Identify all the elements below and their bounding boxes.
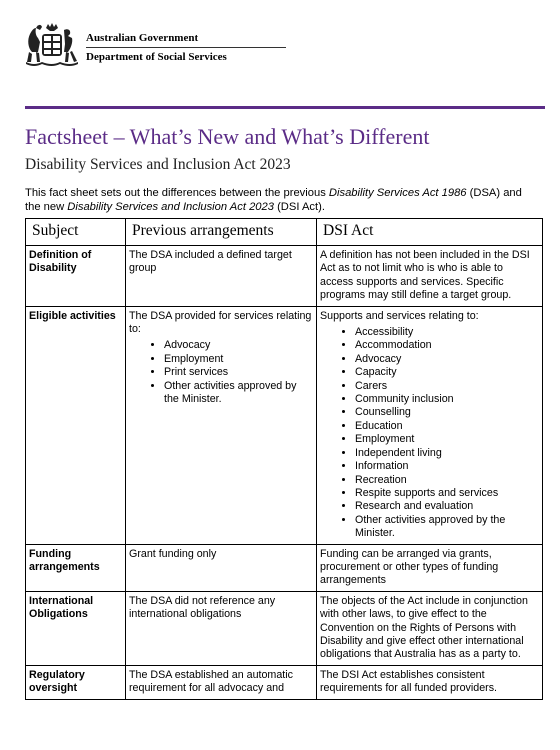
dsi-intro: Supports and services relating to: <box>320 309 479 322</box>
column-header-dsi: DSI Act <box>317 219 543 246</box>
list-item: • Capacity <box>355 366 538 379</box>
intro-text-2: (DSA) and the new <box>25 187 522 213</box>
list-item: • Carers <box>355 380 538 393</box>
table-header-row <box>26 219 543 246</box>
table-row <box>26 591 543 665</box>
previous-list <box>129 339 312 406</box>
list-item: • Independent living <box>355 447 538 460</box>
row-previous <box>126 306 317 544</box>
row-subject: Funding arrangements <box>26 544 126 591</box>
row-dsi: Funding can be arranged via grants, procurement or other types of funding arrangements <box>317 544 543 591</box>
table-row <box>26 544 543 591</box>
row-dsi: The objects of the Act include in conjunction with other laws, to give effect to the Convention on the Rights of Persons with Disability and give effect other international obligations that Australia has as a party to. <box>317 591 543 665</box>
row-previous: The DSA did not reference any international obligations <box>126 591 317 665</box>
list-item: • Advocacy <box>164 339 312 352</box>
table-row <box>26 246 543 307</box>
page-title: Factsheet – What’s New and What’s Different <box>25 124 430 149</box>
comparison-table <box>25 218 543 700</box>
row-previous: The DSA included a defined target group <box>126 246 317 307</box>
row-dsi: A definition has not been included in the DSI Act as to not limit who is who is able to access supports and services. Specific programs may still define a target group. <box>317 246 543 307</box>
dsa-name: Disability Services Act 1986 <box>328 187 467 199</box>
list-item: • Recreation <box>355 474 538 487</box>
list-item: • Advocacy <box>355 353 538 366</box>
row-subject: Regulatory oversight <box>26 665 126 699</box>
row-dsi: The DSI Act establishes consistent requirements for all funded providers. <box>317 665 543 699</box>
dsi-list <box>320 326 538 541</box>
dsi-name: Disability Services and Inclusion Act 2023 <box>67 201 274 213</box>
list-item: • Counselling <box>355 406 538 419</box>
department-name: Department of Social Services <box>86 51 227 63</box>
page-subtitle: Disability Services and Inclusion Act 2023 <box>25 156 291 173</box>
intro-text-1: This fact sheet sets out the differences between the previous <box>25 187 329 199</box>
row-subject: Definition of Disability <box>26 246 126 307</box>
list-item: • Employment <box>355 433 538 446</box>
column-header-previous: Previous arrangements <box>126 219 317 246</box>
table-row <box>26 665 543 699</box>
list-item: • Employment <box>164 353 312 366</box>
intro-paragraph <box>25 186 540 214</box>
list-item: • Research and evaluation <box>355 500 538 513</box>
row-previous: The DSA established an automatic requirement for all advocacy and <box>126 665 317 699</box>
previous-intro: The DSA provided for services relating to: <box>129 309 312 336</box>
page-header <box>24 18 544 78</box>
list-item: • Education <box>355 420 538 433</box>
list-item: • Accommodation <box>355 339 538 352</box>
table-row <box>26 306 543 544</box>
header-divider <box>25 106 545 109</box>
intro-text-3: (DSI Act). <box>273 201 325 213</box>
list-item: • Print services <box>164 366 312 379</box>
row-previous: Grant funding only <box>126 544 317 591</box>
list-item: • Other activities approved by the Minister. <box>164 380 312 407</box>
list-item: • Other activities approved by the Minister. <box>355 514 538 541</box>
coat-of-arms-icon <box>24 22 80 68</box>
list-item: • Information <box>355 460 538 473</box>
list-item: • Accessibility <box>355 326 538 339</box>
list-item: • Community inclusion <box>355 393 538 406</box>
government-name: Australian Government <box>86 32 286 48</box>
row-subject: Eligible activities <box>26 306 126 544</box>
government-branding <box>86 32 286 63</box>
list-item: • Respite supports and services <box>355 487 538 500</box>
row-subject: International Obligations <box>26 591 126 665</box>
row-dsi <box>317 306 543 544</box>
column-header-subject: Subject <box>26 219 126 246</box>
